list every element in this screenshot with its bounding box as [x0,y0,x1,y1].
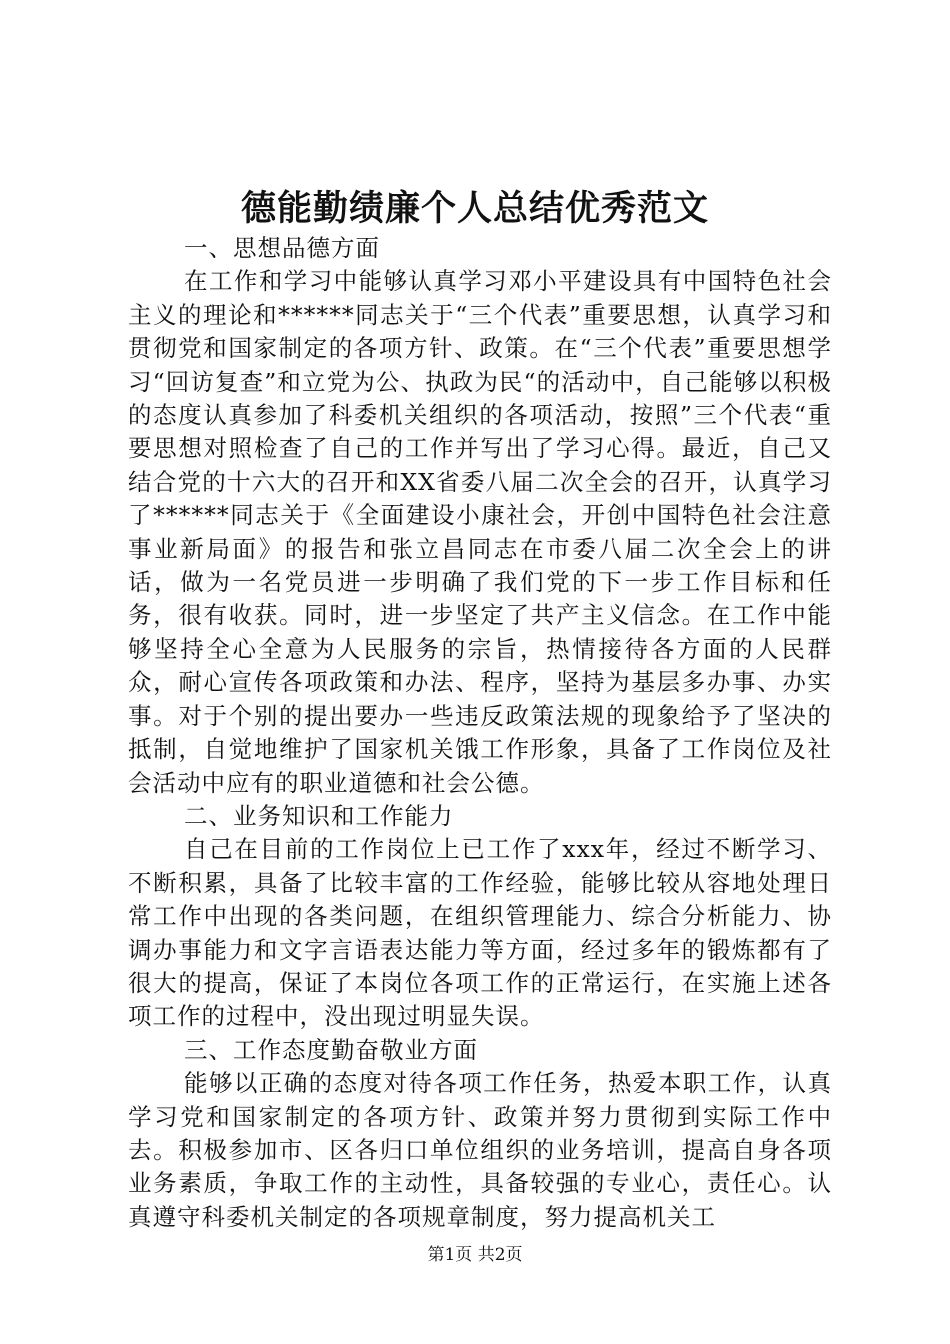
document-body [128,232,832,1234]
section-heading-1: 一、思想品德方面 [184,234,380,262]
section-heading-2: 二、业务知识和工作能力 [184,801,454,830]
section-paragraph-3: 能够以正确的态度对待各项工作任务，热爱本职工作，认真学习党和国家制定的各项方针、政策并努力贯彻到实际工作中去。积极参加市、区各归口单位组织的业务培训，提高自身各项业务素质，争取工作的主动性，具备较强的专业心，责任心。认真遵守科委机关制定的各项规章制度，努力提高机关工 [128,1069,832,1231]
section-paragraph-1: 在工作和学习中能够认真学习邓小平建设具有中国特色社会主义的理论和******同志关于“三个代表”重要思想，认真学习和贯彻党和国家制定的各项方针、政策。在“三个代表”重要思想学习“回访复查”和立党为公、执政为民“的活动中，自己能够以积极的态度认真参加了科委机关组织的各项活动，按照”三个代表“重要思想对照检查了自己的工作并写出了学习心得。最近，自己又结合党的十六大的召开和XX省委八届二次全会的召开，认真学习了******同志关于《全面建设小康社会，开创中国特色社会注意事业新局面》的报告和张立昌同志在市委八届二次全会上的讲话，做为一名党员进一步明确了我们党的下一步工作目标和任务，很有收获。同时，进一步坚定了共产主义信念。在工作中能够坚持全心全意为人民服务的宗旨，热情接待各方面的人民群众，耐心宣传各项政策和办法、程序，坚持为基层多办事、办实事。对于个别的提出要办一些违反政策法规的现象给予了坚决的抵制，自觉地维护了国家机关饿工作形象，具备了工作岗位及社会活动中应有的职业道德和社会公德。 [128,267,832,797]
document-title: 德能勤绩廉个人总结优秀范文 [240,188,709,229]
page-number-footer: 第1页 共2页 [427,1245,523,1265]
section-paragraph-2: 自己在目前的工作岗位上已工作了xxx年，经过不断学习、不断积累，具备了比较丰富的工作经验，能够比较从容地处理日常工作中出现的各类问题，在组织管理能力、综合分析能力、协调办事能力和文字言语表达能力等方面，经过多年的锻炼都有了很大的提高，保证了本岗位各项工作的正常运行，在实施上述各项工作的过程中，没出现过明显失误。 [128,835,832,1031]
section-heading-3: 三、工作态度勤奋敬业方面 [184,1035,478,1064]
